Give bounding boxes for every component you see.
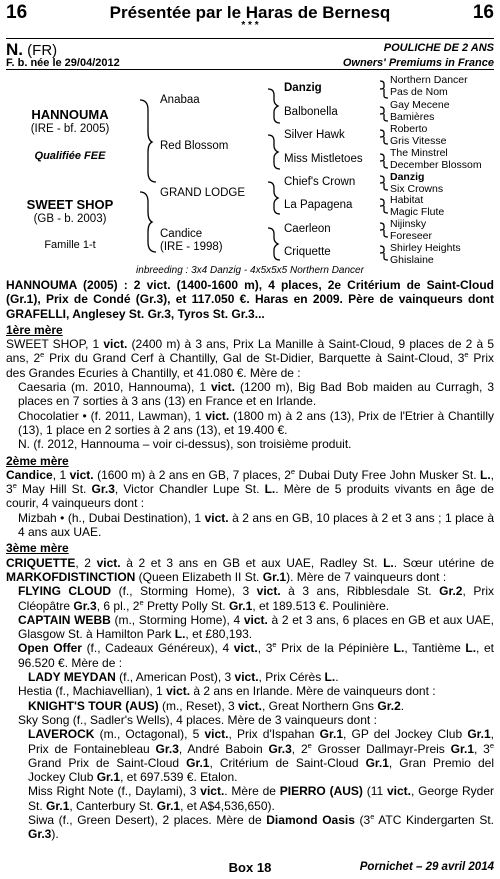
intro-paragraph: HANNOUMA (2005) : 2 vict. (1400-1600 m), 4 places, 2e Critérium de Saint-Cloud (Gr.1), Prix de Condé (Gr.3), et 117.050 €. Haras en 2009. Père de vainqueurs dont GRAFELLI, Anglesey St. Gr.3, Tyros St. Gr.3... xyxy=(6,278,494,321)
g3-6: Caerleon xyxy=(284,223,331,235)
g4-6: The Minstrel xyxy=(390,147,448,159)
g4-1: Pas de Nom xyxy=(390,86,448,98)
dam-info: (IRE - bf. 2005) xyxy=(30,123,110,135)
owners-premiums: Owners' Premiums in France xyxy=(342,57,494,69)
g4-5: Gris Vitesse xyxy=(390,135,447,147)
header-stars: * * * xyxy=(241,20,259,31)
g4-11: Magic Flute xyxy=(390,206,445,218)
horse-name: N. xyxy=(6,40,23,59)
para-caesaria: Caesaria (m. 2010, Hannouma), 1 vict. (1200 m), Big Bad Bob maiden au Curragh, 3 places en 7 sorties à 3 ans (13) en France et en Irlande. xyxy=(18,380,494,409)
consignor-title: Présentée par le Haras de Bernesq xyxy=(109,3,391,22)
g2-red-blossom: Red Blossom xyxy=(160,140,229,152)
g4-2: Gay Mecene xyxy=(390,99,450,111)
g2-candice: Candice xyxy=(160,228,203,240)
para-criquette: CRIQUETTE, 2 vict. à 2 et 3 ans en GB et aux UAE, Radley St. L.. Sœur utérine de MARKOFDISTINCTION (Queen Elizabeth II St. Gr.1). Mère de 7 vainqueurs dont : xyxy=(6,555,494,584)
section-first-dam: 1ère mère xyxy=(6,322,63,337)
dam-note: Qualifiée FEE xyxy=(34,150,106,162)
para-lady-meydan: LADY MEYDAN (f., American Post), 3 vict., Prix Cérès L.. xyxy=(28,670,339,685)
g2-grand-lodge: GRAND LODGE xyxy=(160,187,245,199)
para-sky-song: Sky Song (f., Sadler's Wells), 4 places. Mère de 3 vainqueurs dont : xyxy=(18,712,377,727)
section-second-dam: 2ème mère xyxy=(6,453,69,468)
g3-0: Danzig xyxy=(284,82,322,94)
dam-name: HANNOUMA xyxy=(31,107,109,122)
g2-anabaa: Anabaa xyxy=(160,94,200,106)
para-open-offer: Open Offer (f., Cadeaux Généreux), 4 vict., 3e Prix de la Pépinière L., Tantième L., et 96.520 €. Mère de : xyxy=(18,640,494,670)
damsire-info: (GB - b. 2003) xyxy=(33,213,107,225)
g4-12: Nijinsky xyxy=(390,218,427,230)
para-chocolatier: Chocolatier • (f. 2011, Lawman), 1 vict. (1800 m) à 2 ans (13), Prix de l'Etrier à Chantilly (13), 1 place en 2 sorties à 2 ans (13), et 19.400 €. xyxy=(18,408,495,437)
family: Famille 1-t xyxy=(44,239,96,251)
pedigree-notes xyxy=(6,278,494,842)
sale-place-date: Pornichet – 29 avril 2014 xyxy=(359,861,494,873)
horse-identity xyxy=(6,38,494,70)
para-mizbah: Mizbah • (h., Dubai Destination), 1 vict. à 2 ans en GB, 10 places à 2 et 3 ans ; 1 place à 4 ans aux UAE. xyxy=(18,510,494,540)
horse-sex-age: POULICHE DE 2 ANS xyxy=(383,42,494,54)
para-hestia: Hestia (f., Machiavellian), 1 vict. à 2 ans en Irlande. Mère de vainqueurs dont : xyxy=(18,684,436,699)
g3-4: Chief's Crown xyxy=(284,176,356,188)
g4-7: December Blossom xyxy=(390,159,482,171)
para-miss-right-note: Miss Right Note (f., Daylami), 3 vict.. Mère de PIERRO (AUS) (11 vict., George Ryder St. Gr.1, Canterbury St. Gr.1, et A$4,536,650). xyxy=(28,784,495,813)
para-captain-webb: CAPTAIN WEBB (m., Storming Home), 4 vict. à 2 et 3 ans, 6 places en GB et aux UAE, Glasgow St. à Hamilton Park L., et £80,193. xyxy=(18,612,494,642)
para-n: N. (f. 2012, Hannouma – voir ci-dessus), son troisième produit. xyxy=(18,437,352,452)
section-third-dam: 3ème mère xyxy=(6,541,69,556)
g4-10: Habitat xyxy=(390,194,424,206)
g3-7: Criquette xyxy=(284,246,331,258)
g4-3: Bamières xyxy=(390,111,435,123)
para-knights-tour: KNIGHT'S TOUR (AUS) (m., Reset), 3 vict., Great Northern Gns Gr.2. xyxy=(28,698,405,713)
horse-birth: F. b. née le 29/04/2012 xyxy=(6,57,120,69)
g4-4: Roberto xyxy=(390,123,428,135)
g3-3: Miss Mistletoes xyxy=(284,153,363,165)
horse-country: (FR) xyxy=(27,42,58,59)
page-footer xyxy=(0,858,500,878)
box-number: Box 18 xyxy=(228,860,272,875)
g4-15: Ghislaine xyxy=(390,254,434,266)
lot-number-right: 16 xyxy=(472,2,494,23)
g4-9: Six Crowns xyxy=(390,183,444,195)
g4-8: Danzig xyxy=(390,171,425,183)
para-siwa: Siwa (f., Green Desert), 2 places. Mère de Diamond Oasis (3e ATC Kindergarten St. Gr.3). xyxy=(28,811,495,842)
g4-14: Shirley Heights xyxy=(390,242,461,254)
g3-1: Balbonella xyxy=(284,106,338,118)
damsire-name: SWEET SHOP xyxy=(26,197,114,212)
page-header xyxy=(0,0,500,30)
para-flying-cloud: FLYING CLOUD (f., Storming Home), 3 vict. à 3 ans, Ribblesdale St. Gr.2, Prix Cléopâtre Gr.3, 6 pl., 2e Pretty Polly St. Gr.1, et 189.513 €. Poulinière. xyxy=(18,584,494,613)
para-candice: Candice, 1 vict. (1600 m) à 2 ans en GB, 7 places, 2e Dubai Duty Free John Musker St. L., 3e May Hill St. Gr.3, Victor Chandler Lupe St. L.. Mère de 5 produits vivants en âge de courir, 4 vainqueurs dont : xyxy=(6,466,495,511)
lot-number-left: 16 xyxy=(6,2,28,23)
inbreeding-note: inbreeding : 3x4 Danzig - 4x5x5x5 Northern Dancer xyxy=(136,265,364,276)
g4-13: Foreseer xyxy=(390,230,433,242)
pedigree-table xyxy=(0,72,500,272)
g2-candice-note: (IRE - 1998) xyxy=(160,241,223,253)
g4-0: Northern Dancer xyxy=(390,74,468,86)
para-laverock: LAVEROCK (m., Octagonal), 5 vict., Prix d'Ispahan Gr.1, GP del Jockey Club Gr.1, Prix de Fontainebleau Gr.3, André Baboin Gr.3, 2e Grosser Dallmayr-Preis Gr.1, 3e Grand Prix de Saint-Cloud Gr.1, Critérium de Saint-Cloud Gr.1, Gran Premio del Jockey Club Gr.1, et 697.539 €. Etalon. xyxy=(28,727,495,785)
para-sweet-shop: SWEET SHOP, 1 vict. (2400 m) à 3 ans, Prix La Manille à Saint-Cloud, 9 places de 2 à 5 ans, 2e Prix du Grand Cerf à Chantilly, Gal de St-Didier, Barquette à Saint-Cloud, 3e Prix des Grandes Ecuries à Chantilly, et 41.080 €. Mère de : xyxy=(6,337,494,380)
g3-2: Silver Hawk xyxy=(284,129,345,141)
g3-5: La Papagena xyxy=(284,199,353,211)
